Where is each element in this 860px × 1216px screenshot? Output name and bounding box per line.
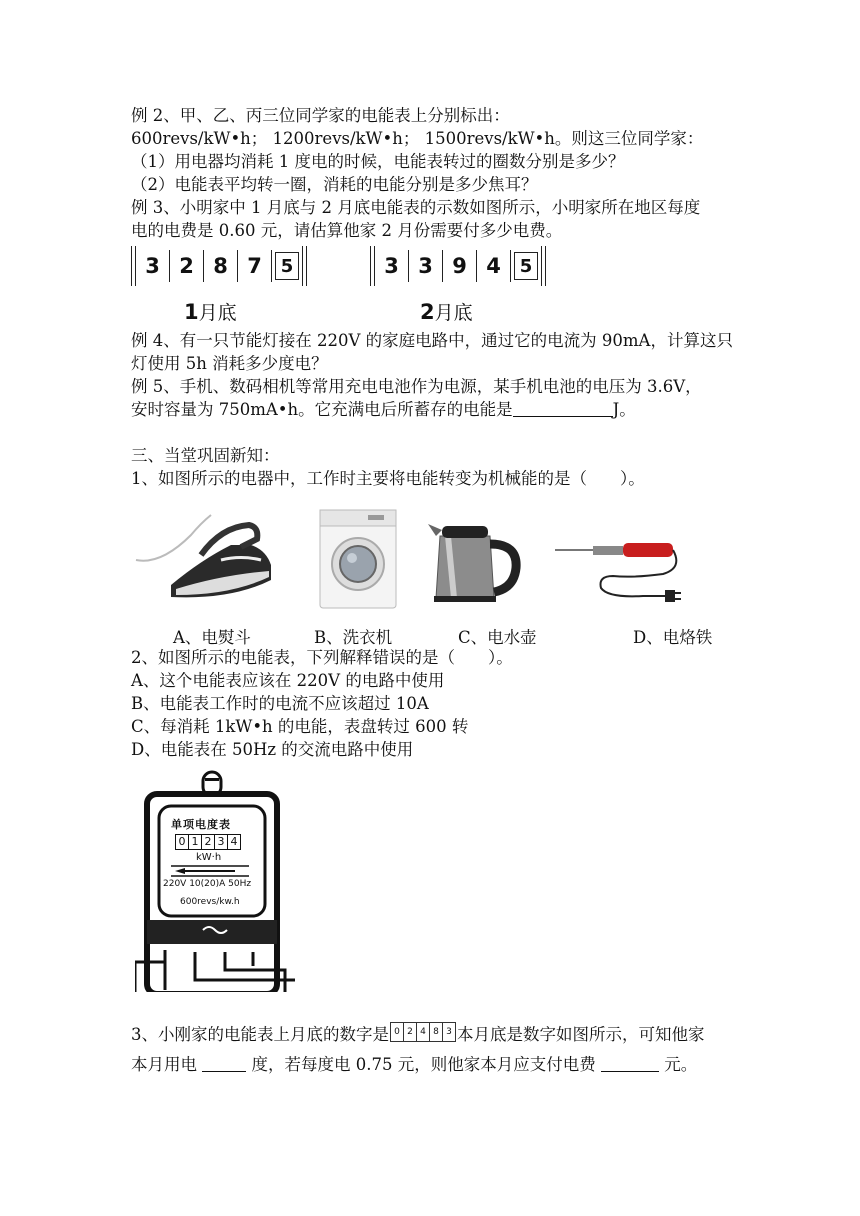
answer-blank[interactable] [601, 1057, 659, 1072]
meter-caption-jan: 1月底 [184, 300, 237, 324]
ex4-line2: 灯使用 5h 消耗多少度电？ [131, 354, 328, 373]
ex2-line4: （2）电能表平均转一圈，消耗的电能分别是多少焦耳？ [131, 175, 538, 194]
option-d: D、电烙铁 [633, 628, 713, 647]
option-a: A、电熨斗 [173, 628, 251, 647]
ex5-line1: 例 5、手机、数码相机等常用充电电池作为电源，某手机电池的电压为 3.6V， [131, 377, 702, 396]
q2-option-d: D、电能表在 50Hz 的交流电路中使用 [131, 740, 414, 759]
ex2-line2: 600revs/kW•h； 1200revs/kW•h； 1500revs/kW•h。则这三位同学家： [131, 129, 704, 148]
question-2: 2、如图所示的电能表，下列解释错误的是（ ）。 [131, 648, 513, 667]
meter-digit: 7 [247, 254, 262, 278]
meter-reading-jan [131, 246, 307, 286]
electric-kettle-image [428, 516, 523, 604]
option-c: C、电水壶 [458, 628, 537, 647]
q2-option-a: A、这个电能表应该在 220V 的电路中使用 [131, 671, 445, 690]
meter-panel-digit: 0 [176, 835, 189, 849]
ex2-line3: （1）用电器均消耗 1 度电的时候，电能表转过的圈数分别是多少？ [131, 152, 625, 171]
meter-panel-digits [175, 834, 241, 850]
iron-image [131, 505, 276, 605]
ex4-line1: 例 4、有一只节能灯接在 220V 的家庭电路中，通过它的电流为 90mA，计算这只 [131, 331, 733, 350]
meter-panel-revs: 600revs/kw.h [180, 897, 240, 907]
soldering-iron-image [553, 538, 683, 608]
option-b: B、洗衣机 [314, 628, 393, 647]
q2-option-b: B、电能表工作时的电流不应该超过 10A [131, 694, 429, 713]
answer-blank[interactable] [202, 1057, 246, 1072]
ex3-line1: 例 3、小明家中 1 月底与 2 月底电能表的示数如图所示，小明家所在地区每度 [131, 198, 701, 217]
meter-digit: 3 [418, 254, 433, 278]
meter-panel-unit: kW·h [196, 852, 222, 863]
ex5-line2: 安时容量为 750mA•h。它充满电后所蓄存的电能是 J。 [131, 400, 636, 419]
meter-panel-title: 单项电度表 [171, 818, 231, 831]
meter-reading-feb [370, 246, 546, 286]
question-3-line1: 3、小刚家的电能表上月底的数字是 0 2 4 8 3 本月底是数字如图所示，可知他家 [131, 1022, 705, 1046]
meter-digit: 8 [213, 254, 228, 278]
answer-blank[interactable] [513, 400, 613, 417]
meter-digit: 4 [486, 254, 501, 278]
meter-digit: 2 [179, 254, 194, 278]
question-3-line2: 本月用电 度，若每度电 0.75 元，则他家本月应支付电费 元。 [131, 1055, 698, 1074]
meter-panel-digit: 2 [202, 835, 215, 849]
meter-digit: 9 [452, 254, 467, 278]
meter-panel-spec: 220V 10(20)A 50Hz [163, 879, 252, 889]
meter-digit: 3 [145, 254, 160, 278]
inline-meter-reading: 0 2 4 8 3 [390, 1022, 456, 1042]
meter-panel-digit: 1 [189, 835, 202, 849]
q2-option-c: C、每消耗 1kW•h 的电能，表盘转过 600 转 [131, 717, 469, 736]
meter-panel-digit: 4 [230, 835, 238, 848]
ex3-line2: 电的电费是 0.60 元，请估算他家 2 月份需要付多少电费。 [131, 221, 563, 240]
meter-digit: 3 [384, 254, 399, 278]
question-1: 1、如图所示的电器中，工作时主要将电能转变为机械能的是（ ）。 [131, 469, 645, 488]
meter-panel-digit: 3 [215, 835, 228, 849]
ex2-line1: 例 2、甲、乙、丙三位同学家的电能表上分别标出： [131, 106, 510, 125]
meter-digit-decimal: 5 [514, 252, 538, 280]
meter-digit-decimal: 5 [275, 252, 299, 280]
meter-caption-feb: 2月底 [420, 300, 473, 324]
section-title: 三、当堂巩固新知： [131, 446, 280, 465]
washing-machine-image [318, 508, 398, 610]
